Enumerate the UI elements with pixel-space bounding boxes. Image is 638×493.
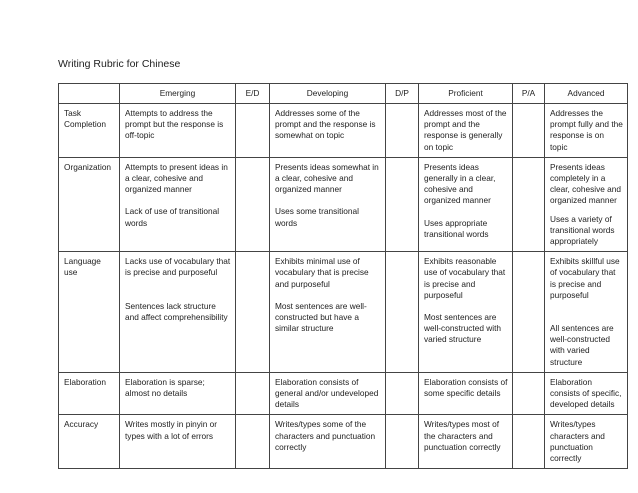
score-cell [386, 157, 419, 251]
header-advanced: Advanced [545, 84, 628, 104]
header-p-a: P/A [513, 84, 545, 104]
cell-text: Presents ideas generally in a clear, cohesive and organized manner [424, 161, 496, 206]
cell-text: Writes mostly in pinyin or types with a lot of errors [125, 419, 218, 441]
score-cell [236, 104, 270, 158]
emerging-cell [120, 372, 236, 415]
table-row [59, 372, 628, 415]
advanced-cell [545, 104, 628, 158]
advanced-cell [545, 415, 628, 469]
developing-cell [270, 157, 386, 251]
category-cell: Accuracy [59, 415, 120, 469]
header-proficient: Proficient [419, 84, 513, 104]
cell-text: Elaboration consists of specific, developed details [550, 376, 622, 410]
score-cell [236, 157, 270, 251]
category-cell: Task Completion [59, 104, 120, 158]
score-cell [386, 104, 419, 158]
proficient-cell [419, 415, 513, 469]
score-cell [513, 252, 545, 373]
cell-text: Lacks use of vocabulary that is precise and purposeful [125, 256, 231, 278]
proficient-cell [419, 252, 513, 373]
cell-text: Elaboration is sparse; almost no details [125, 376, 205, 399]
score-cell [236, 252, 270, 373]
cell-text: Uses some transitional words [275, 206, 359, 228]
cell-text: All sentences are well-constructed with varied structure [550, 323, 614, 367]
category-cell: Organization [59, 157, 120, 251]
cell-text: Addresses some of the prompt and the response is somewhat on topic [275, 108, 376, 141]
cell-text: Most sentences are well-constructed but have a similar structure [275, 300, 367, 334]
cell-text: Exhibits skillful use of vocabulary that is precise and purposeful [550, 256, 620, 300]
emerging-cell [120, 104, 236, 158]
header-row [59, 84, 628, 104]
advanced-cell [545, 157, 628, 251]
score-cell [513, 415, 545, 469]
cell-text: Sentences lack structure and affect comprehensibility [125, 300, 228, 322]
cell-text: Most sentences are well-constructed with varied structure [424, 312, 502, 345]
advanced-cell [545, 372, 628, 415]
developing-cell [270, 372, 386, 415]
cell-text: Attempts to address the prompt but the response is off-topic [125, 108, 224, 141]
developing-cell [270, 415, 386, 469]
score-cell [513, 104, 545, 158]
header-developing: Developing [270, 84, 386, 104]
category-cell: Language use [59, 252, 120, 373]
score-cell [386, 372, 419, 415]
table-row [59, 415, 628, 469]
header-e-d: E/D [236, 84, 270, 104]
cell-text: Lack of use of transitional words [125, 206, 220, 228]
cell-text: Writes/types some of the characters and punctuation correctly [275, 419, 376, 452]
developing-cell [270, 252, 386, 373]
proficient-cell [419, 104, 513, 158]
cell-text: Writes/types characters and punctuation correctly [550, 419, 605, 464]
emerging-cell [120, 157, 236, 251]
cell-text: Addresses most of the prompt and the response is generally on topic [424, 108, 507, 152]
score-cell [513, 157, 545, 251]
score-cell [386, 415, 419, 469]
developing-cell [270, 104, 386, 158]
cell-text: Uses a variety of transitional words appropriately [550, 213, 615, 247]
proficient-cell [419, 157, 513, 251]
cell-text: Exhibits reasonable use of vocabulary that is precise and purposeful [424, 256, 506, 300]
header-emerging: Emerging [120, 84, 236, 104]
proficient-cell [419, 372, 513, 415]
cell-text: Presents ideas completely in a clear, cohesive and organized manner [550, 161, 622, 206]
table-row [59, 104, 628, 158]
emerging-cell [120, 252, 236, 373]
category-cell: Elaboration [59, 372, 120, 415]
cell-text: Attempts to present ideas in a clear, cohesive and organized manner [125, 161, 228, 195]
rubric-table [58, 83, 628, 469]
cell-text: Exhibits minimal use of vocabulary that is precise and purposeful [275, 256, 369, 289]
score-cell [236, 372, 270, 415]
advanced-cell [545, 252, 628, 373]
score-cell [236, 415, 270, 469]
cell-text: Uses appropriate transitional words [424, 217, 489, 239]
header-cell [59, 84, 120, 104]
cell-text: Addresses the prompt fully and the response is on topic [550, 108, 623, 152]
cell-text: Elaboration consists of some specific details [424, 376, 508, 399]
table-row [59, 252, 628, 373]
score-cell [386, 252, 419, 373]
cell-text: Writes/types most of the characters and punctuation correctly [424, 419, 501, 452]
header-d-p: D/P [386, 84, 419, 104]
cell-text: Presents ideas somewhat in a clear, cohesive and organized manner [275, 161, 379, 195]
table-row [59, 157, 628, 251]
score-cell [513, 372, 545, 415]
cell-text: Elaboration consists of general and/or undeveloped details [275, 376, 379, 410]
document-title: Writing Rubric for Chinese [58, 58, 181, 70]
emerging-cell [120, 415, 236, 469]
